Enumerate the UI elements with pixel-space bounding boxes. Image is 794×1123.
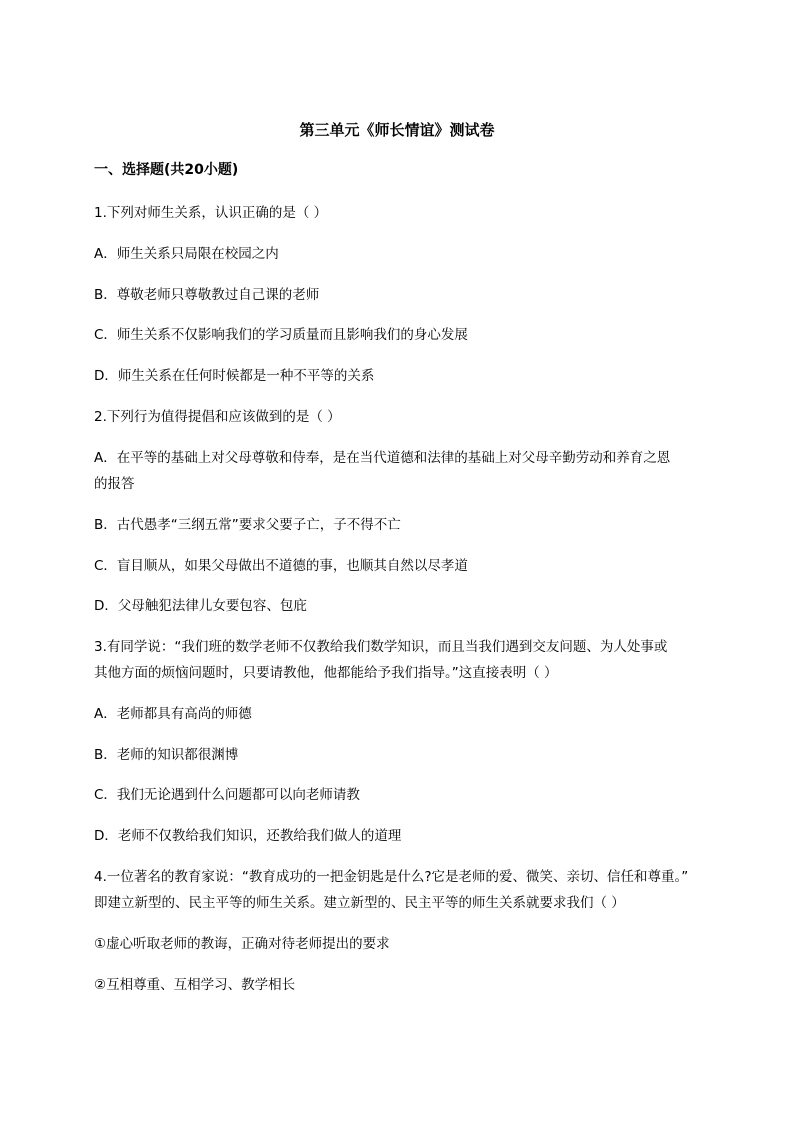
section-heading: 一、选择题(共20小题) xyxy=(94,162,239,178)
question-4-stem-continued: 即建立新型的、民主平等的师生关系。建立新型的、民主平等的师生关系就要求我们（ ） xyxy=(94,895,625,911)
question-1-stem: 1.下列对师生关系，认识正确的是（ ） xyxy=(94,205,328,221)
question-4-statement-2: ②互相尊重、互相学习、教学相长 xyxy=(94,977,296,993)
question-2-option-a-continued: 的报答 xyxy=(94,476,135,492)
question-3-option-b: B．老师的知识都很渊博 xyxy=(94,747,239,763)
question-1-option-a: A．师生关系只局限在校园之内 xyxy=(94,246,279,262)
question-2-option-a: A．在平等的基础上对父母尊敬和侍奉，是在当代道德和法律的基础上对父母辛勤劳动和养育之恩 xyxy=(94,450,671,466)
question-2-option-b: B．古代愚孝“三纲五常”要求父要子亡，子不得不亡 xyxy=(94,517,401,533)
question-2-option-c: C．盲目顺从，如果父母做出不道德的事，也顺其自然以尽孝道 xyxy=(94,558,468,574)
document-title: 第三单元《师长情谊》测试卷 xyxy=(299,121,495,139)
question-3-stem: 3.有同学说：“我们班的数学老师不仅教给我们数学知识，而且当我们遇到交友问题、为人处事或 xyxy=(94,639,668,655)
question-3-option-a: A．老师都具有高尚的师德 xyxy=(94,706,252,722)
question-2-option-d: D．父母触犯法律儿女要包容、包庇 xyxy=(94,598,307,614)
question-1-option-c: C．师生关系不仅影响我们的学习质量而且影响我们的身心发展 xyxy=(94,327,468,343)
question-4-statement-1: ①虚心听取老师的教诲，正确对待老师提出的要求 xyxy=(94,936,390,952)
question-3-stem-continued: 其他方面的烦恼问题时，只要请教他，他都能给予我们指导。”这直接表明（ ） xyxy=(94,665,558,681)
question-3-option-d: D．老师不仅教给我们知识，还教给我们做人的道理 xyxy=(94,828,402,844)
question-1-option-d: D．师生关系在任何时候都是一种不平等的关系 xyxy=(94,368,375,384)
question-4-stem: 4.一位著名的教育家说：“教育成功的一把金钥匙是什么?它是老师的爱、微笑、亲切、信任和尊重。” xyxy=(94,869,689,885)
question-2-stem: 2.下列行为值得提倡和应该做到的是（ ） xyxy=(94,409,341,425)
question-1-option-b: B．尊敬老师只尊敬教过自己课的老师 xyxy=(94,287,320,303)
question-3-option-c: C．我们无论遇到什么问题都可以向老师请教 xyxy=(94,787,360,803)
